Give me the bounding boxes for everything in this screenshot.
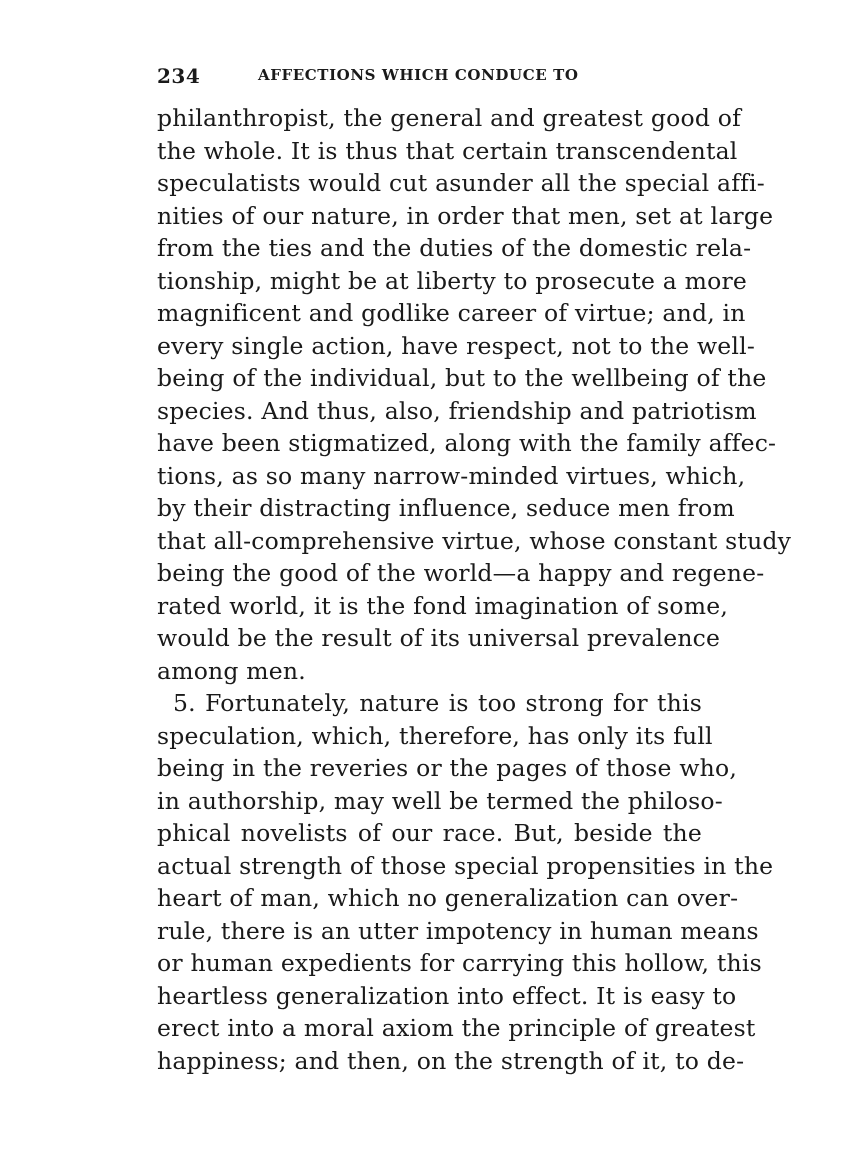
text-line: from the ties and the duties of the domestic rela- [157,234,752,262]
text-line: have been stigmatized, along with the family affec- [157,429,777,457]
body-text [157,102,792,1077]
book-page [157,64,792,1077]
text-line: actual strength of those special propensities in the [157,851,774,880]
running-title: AFFECTIONS WHICH CONDUCE TO [258,66,579,84]
text-line: the whole. It is thus that certain transcendental [157,136,738,165]
text-line: being in the reveries or the pages of those who, [157,754,737,782]
text-line: that all-comprehensive virtue, whose constant study [157,526,792,555]
text-line: nities of our nature, in order that men, set at large [157,201,774,230]
text-line: speculatists would cut asunder all the special affi- [157,169,765,197]
text-line: species. And thus, also, friendship and patriotism [157,396,757,425]
text-line: being the good of the world—a happy and regene- [157,559,765,587]
text-line: philanthropist, the general and greatest good of [157,104,741,132]
paragraph-start-line: 5. Fortunately, nature is too strong for this [173,689,702,717]
text-line: rated world, it is the fond imagination of some, [157,591,729,620]
text-line: magnificent and godlike career of virtue; and, in [157,299,746,327]
text-line: heart of man, which no generalization can over- [157,884,739,912]
page-number: 234 [157,64,201,88]
text-line: rule, there is an utter impotency in human means [157,916,759,945]
text-line: would be the result of its universal prevalence [157,624,721,652]
text-line: by their distracting influence, seduce men from [157,494,735,522]
text-line: or human expedients for carrying this hollow, this [157,949,762,977]
text-line: in authorship, may well be termed the philoso- [157,786,723,815]
text-line: erect into a moral axiom the principle of greatest [157,1014,756,1042]
text-line: tions, as so many narrow-minded virtues, which, [157,461,746,490]
text-line: being of the individual, but to the wellbeing of the [157,364,767,392]
text-line: phical novelists of our race. But, beside the [157,819,702,847]
paragraph-end-line: among men. [157,656,306,685]
running-head [157,64,702,88]
text-line: heartless generalization into effect. It is easy to [157,981,737,1010]
text-line: every single action, have respect, not to the well- [157,331,755,360]
text-line: speculation, which, therefore, has only its full [157,721,713,750]
text-line: tionship, might be at liberty to prosecute a more [157,266,748,295]
text-line: happiness; and then, on the strength of it, to de- [157,1046,745,1075]
